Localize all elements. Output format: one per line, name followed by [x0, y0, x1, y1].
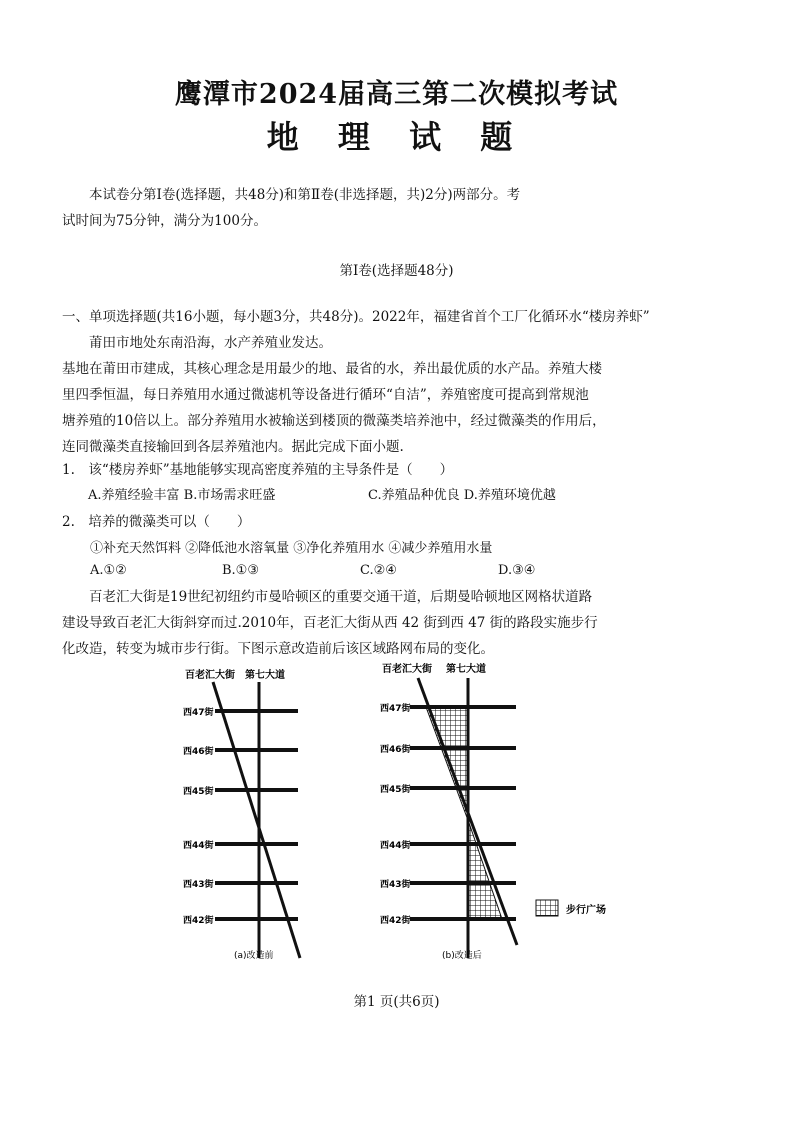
- road-network-figure: [0, 660, 793, 980]
- pedestrian-plaza-south: [467, 817, 502, 919]
- question-1-options-ab: A.养殖经验丰富 B.市场需求旺盛: [88, 488, 276, 503]
- passage-line: 塘养殖的10倍以上。部分养殖用水被输送到楼顶的微藻类培养池中，经过微藻类的作用后，: [62, 413, 606, 429]
- question-2-option-a: A.①②: [90, 563, 127, 578]
- label-seventh-ave: 第七大道: [446, 664, 486, 675]
- part1-title: 第Ⅰ卷(选择题48分): [339, 263, 454, 279]
- passage-line: 连同微藻类直接输回到各层养殖池内。据此完成下面小题.: [62, 439, 404, 455]
- label-seventh-ave: 第七大道: [245, 670, 285, 681]
- label-broadway: 百老汇大街: [382, 664, 432, 675]
- street-label: 西43街: [183, 880, 214, 890]
- intro-line-2: 试时间为75分钟，满分为100分。: [62, 213, 267, 229]
- broadway-road: [213, 682, 300, 958]
- passage-line: 里四季恒温，每日养殖用水通过微滤机等设备进行循环“自洁”，养殖密度可提高到常规池: [62, 387, 589, 403]
- street-label: 西42街: [380, 916, 411, 926]
- passage2-line: 百老汇大街是19世纪初纽约市曼哈顿区的重要交通干道，后期曼哈顿地区网格状道路: [89, 589, 593, 605]
- question-1-options-cd: C.养殖品种优良 D.养殖环境优越: [368, 488, 556, 503]
- street-label: 西43街: [380, 880, 411, 890]
- legend-label: 步行广场: [566, 905, 606, 916]
- question-2-option-d: D.③④: [498, 563, 536, 578]
- caption-after: (b)改造后: [442, 951, 482, 961]
- pedestrian-plaza-north: [426, 707, 469, 823]
- question-2-items: ①补充天然饵料 ②降低池水溶氧量 ③净化养殖用水 ④减少养殖用水量: [90, 541, 493, 556]
- passage2-line: 化改造，转变为城市步行街。下图示意改造前后该区域路网布局的变化。: [62, 641, 494, 657]
- street-label: 西47街: [183, 708, 214, 718]
- passage2-line: 建设导致百老汇大街斜穿而过.2010年，百老汇大街从西 42 街到西 47 街的路段实施步行: [62, 615, 598, 631]
- question-2-option-c: C.②④: [360, 563, 397, 578]
- subject-title: 地 理 试 题: [266, 118, 527, 156]
- street-label: 西46街: [380, 745, 411, 755]
- question-2-stem: 2. 培养的微藻类可以（ ）: [62, 514, 251, 530]
- diagram-after: [380, 662, 606, 961]
- question-1-stem: 1. 该“楼房养虾”基地能够实现高密度养殖的主导条件是（ ）: [62, 462, 454, 478]
- exam-title: 鹰潭市2024届高三第二次模拟考试: [174, 79, 619, 110]
- street-label: 西44街: [183, 841, 214, 851]
- page-footer: 第1 页(共6页): [353, 994, 440, 1010]
- street-label: 西45街: [183, 787, 214, 797]
- street-label: 西44街: [380, 841, 411, 851]
- passage-first-line: 莆田市地处东南沿海，水产养殖业发达。: [89, 335, 332, 351]
- legend-swatch-icon: [536, 900, 558, 916]
- street-label: 西42街: [183, 916, 214, 926]
- caption-before: (a)改造前: [234, 951, 274, 961]
- passage-line: 基地在莆田市建成，其核心理念是用最少的地、最省的水，养出最优质的水产品。养殖大楼: [62, 361, 602, 377]
- street-label: 西45街: [380, 785, 411, 795]
- section1-heading: 一、单项选择题(共16小题，每小题3分，共48分)。2022年，福建省首个工厂化循环水“楼房养虾”: [62, 309, 650, 325]
- intro-line-1: 本试卷分第Ⅰ卷(选择题，共48分)和第Ⅱ卷(非选择题，共)2分)两部分。考: [89, 187, 521, 203]
- diagram-before: [183, 668, 300, 961]
- question-2-option-b: B.①③: [222, 563, 259, 578]
- label-broadway: 百老汇大街: [185, 670, 235, 681]
- street-label: 西46街: [183, 747, 214, 757]
- street-label: 西47街: [380, 704, 411, 714]
